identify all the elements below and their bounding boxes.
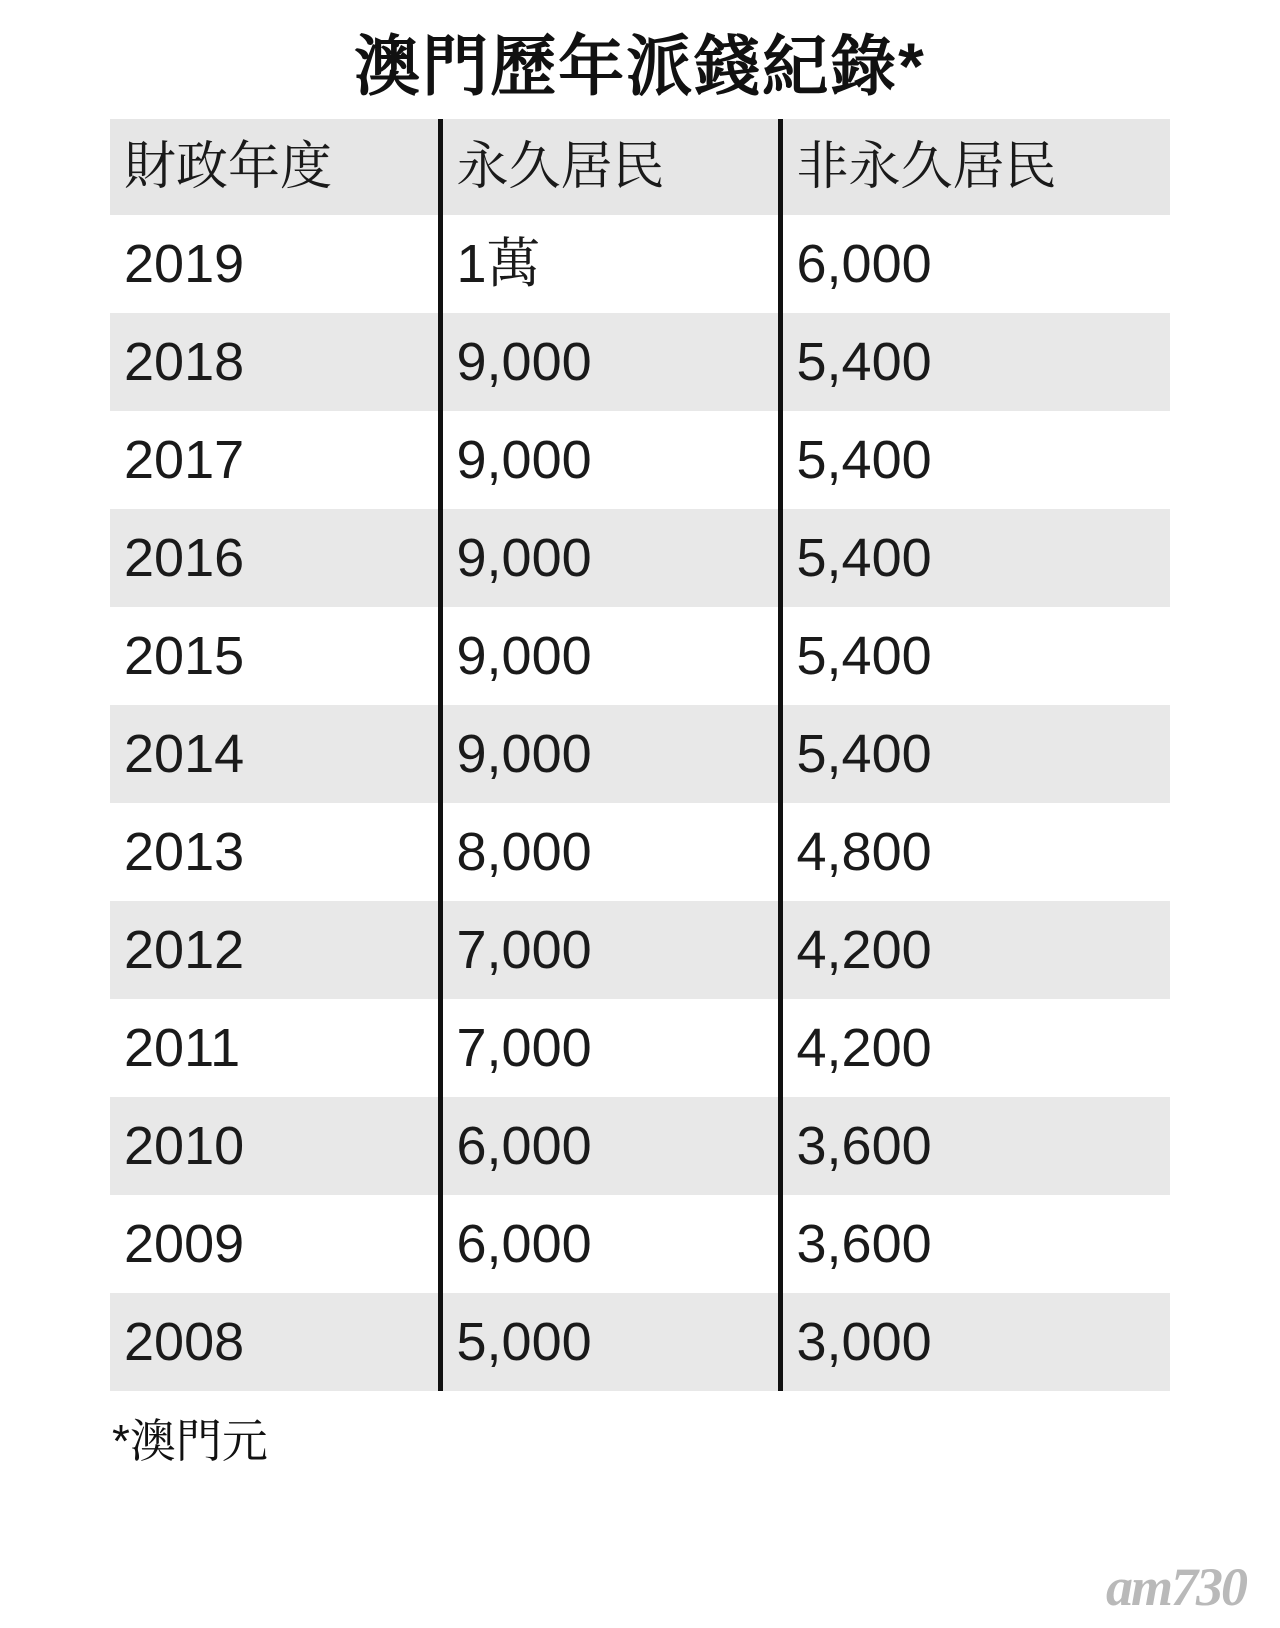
cell-permanent: 5,000 [440,1293,780,1391]
table-row [110,1097,1170,1195]
table-row [110,999,1170,1097]
table-row [110,1195,1170,1293]
table-row [110,607,1170,705]
cell-permanent: 9,000 [440,509,780,607]
footnote: *澳門元 [112,1414,268,1467]
cell-non-permanent: 5,400 [780,705,1170,803]
cell-year: 2009 [110,1195,440,1293]
cell-year: 2019 [110,215,440,313]
cell-permanent: 6,000 [440,1097,780,1195]
cell-non-permanent: 6,000 [780,215,1170,313]
publisher-watermark: am730 [1105,1557,1246,1617]
table-body [110,215,1170,1391]
cell-non-permanent: 4,800 [780,803,1170,901]
cell-permanent: 9,000 [440,705,780,803]
cell-non-permanent: 5,400 [780,411,1170,509]
column-header-fiscal-year: 財政年度 [110,119,440,215]
cell-non-permanent: 3,600 [780,1195,1170,1293]
cell-non-permanent: 3,000 [780,1293,1170,1391]
table-header [110,119,1170,215]
cell-non-permanent: 4,200 [780,999,1170,1097]
cell-permanent: 7,000 [440,999,780,1097]
table-row [110,215,1170,313]
cell-non-permanent: 4,200 [780,901,1170,999]
cell-year: 2013 [110,803,440,901]
table-row [110,803,1170,901]
cell-permanent: 9,000 [440,313,780,411]
cell-year: 2008 [110,1293,440,1391]
cell-year: 2017 [110,411,440,509]
page-title: 澳門歷年派錢紀錄* [354,29,926,103]
cell-non-permanent: 5,400 [780,607,1170,705]
cell-permanent: 6,000 [440,1195,780,1293]
cell-year: 2012 [110,901,440,999]
column-header-permanent-resident: 永久居民 [440,119,780,215]
table-row [110,509,1170,607]
cell-year: 2015 [110,607,440,705]
table-row [110,313,1170,411]
cell-non-permanent: 5,400 [780,313,1170,411]
cell-permanent: 8,000 [440,803,780,901]
table-row [110,705,1170,803]
table-header-row [110,119,1170,215]
cell-permanent: 9,000 [440,411,780,509]
cell-non-permanent: 5,400 [780,509,1170,607]
cell-year: 2010 [110,1097,440,1195]
table-row [110,1293,1170,1391]
cell-year: 2016 [110,509,440,607]
cell-permanent: 7,000 [440,901,780,999]
table-row [110,901,1170,999]
cell-year: 2011 [110,999,440,1097]
column-header-non-permanent-resident: 非永久居民 [780,119,1170,215]
cell-permanent: 1萬 [440,215,780,313]
cell-year: 2018 [110,313,440,411]
cell-non-permanent: 3,600 [780,1097,1170,1195]
cell-permanent: 9,000 [440,607,780,705]
payout-history-table [110,119,1170,1391]
table-row [110,411,1170,509]
cell-year: 2014 [110,705,440,803]
